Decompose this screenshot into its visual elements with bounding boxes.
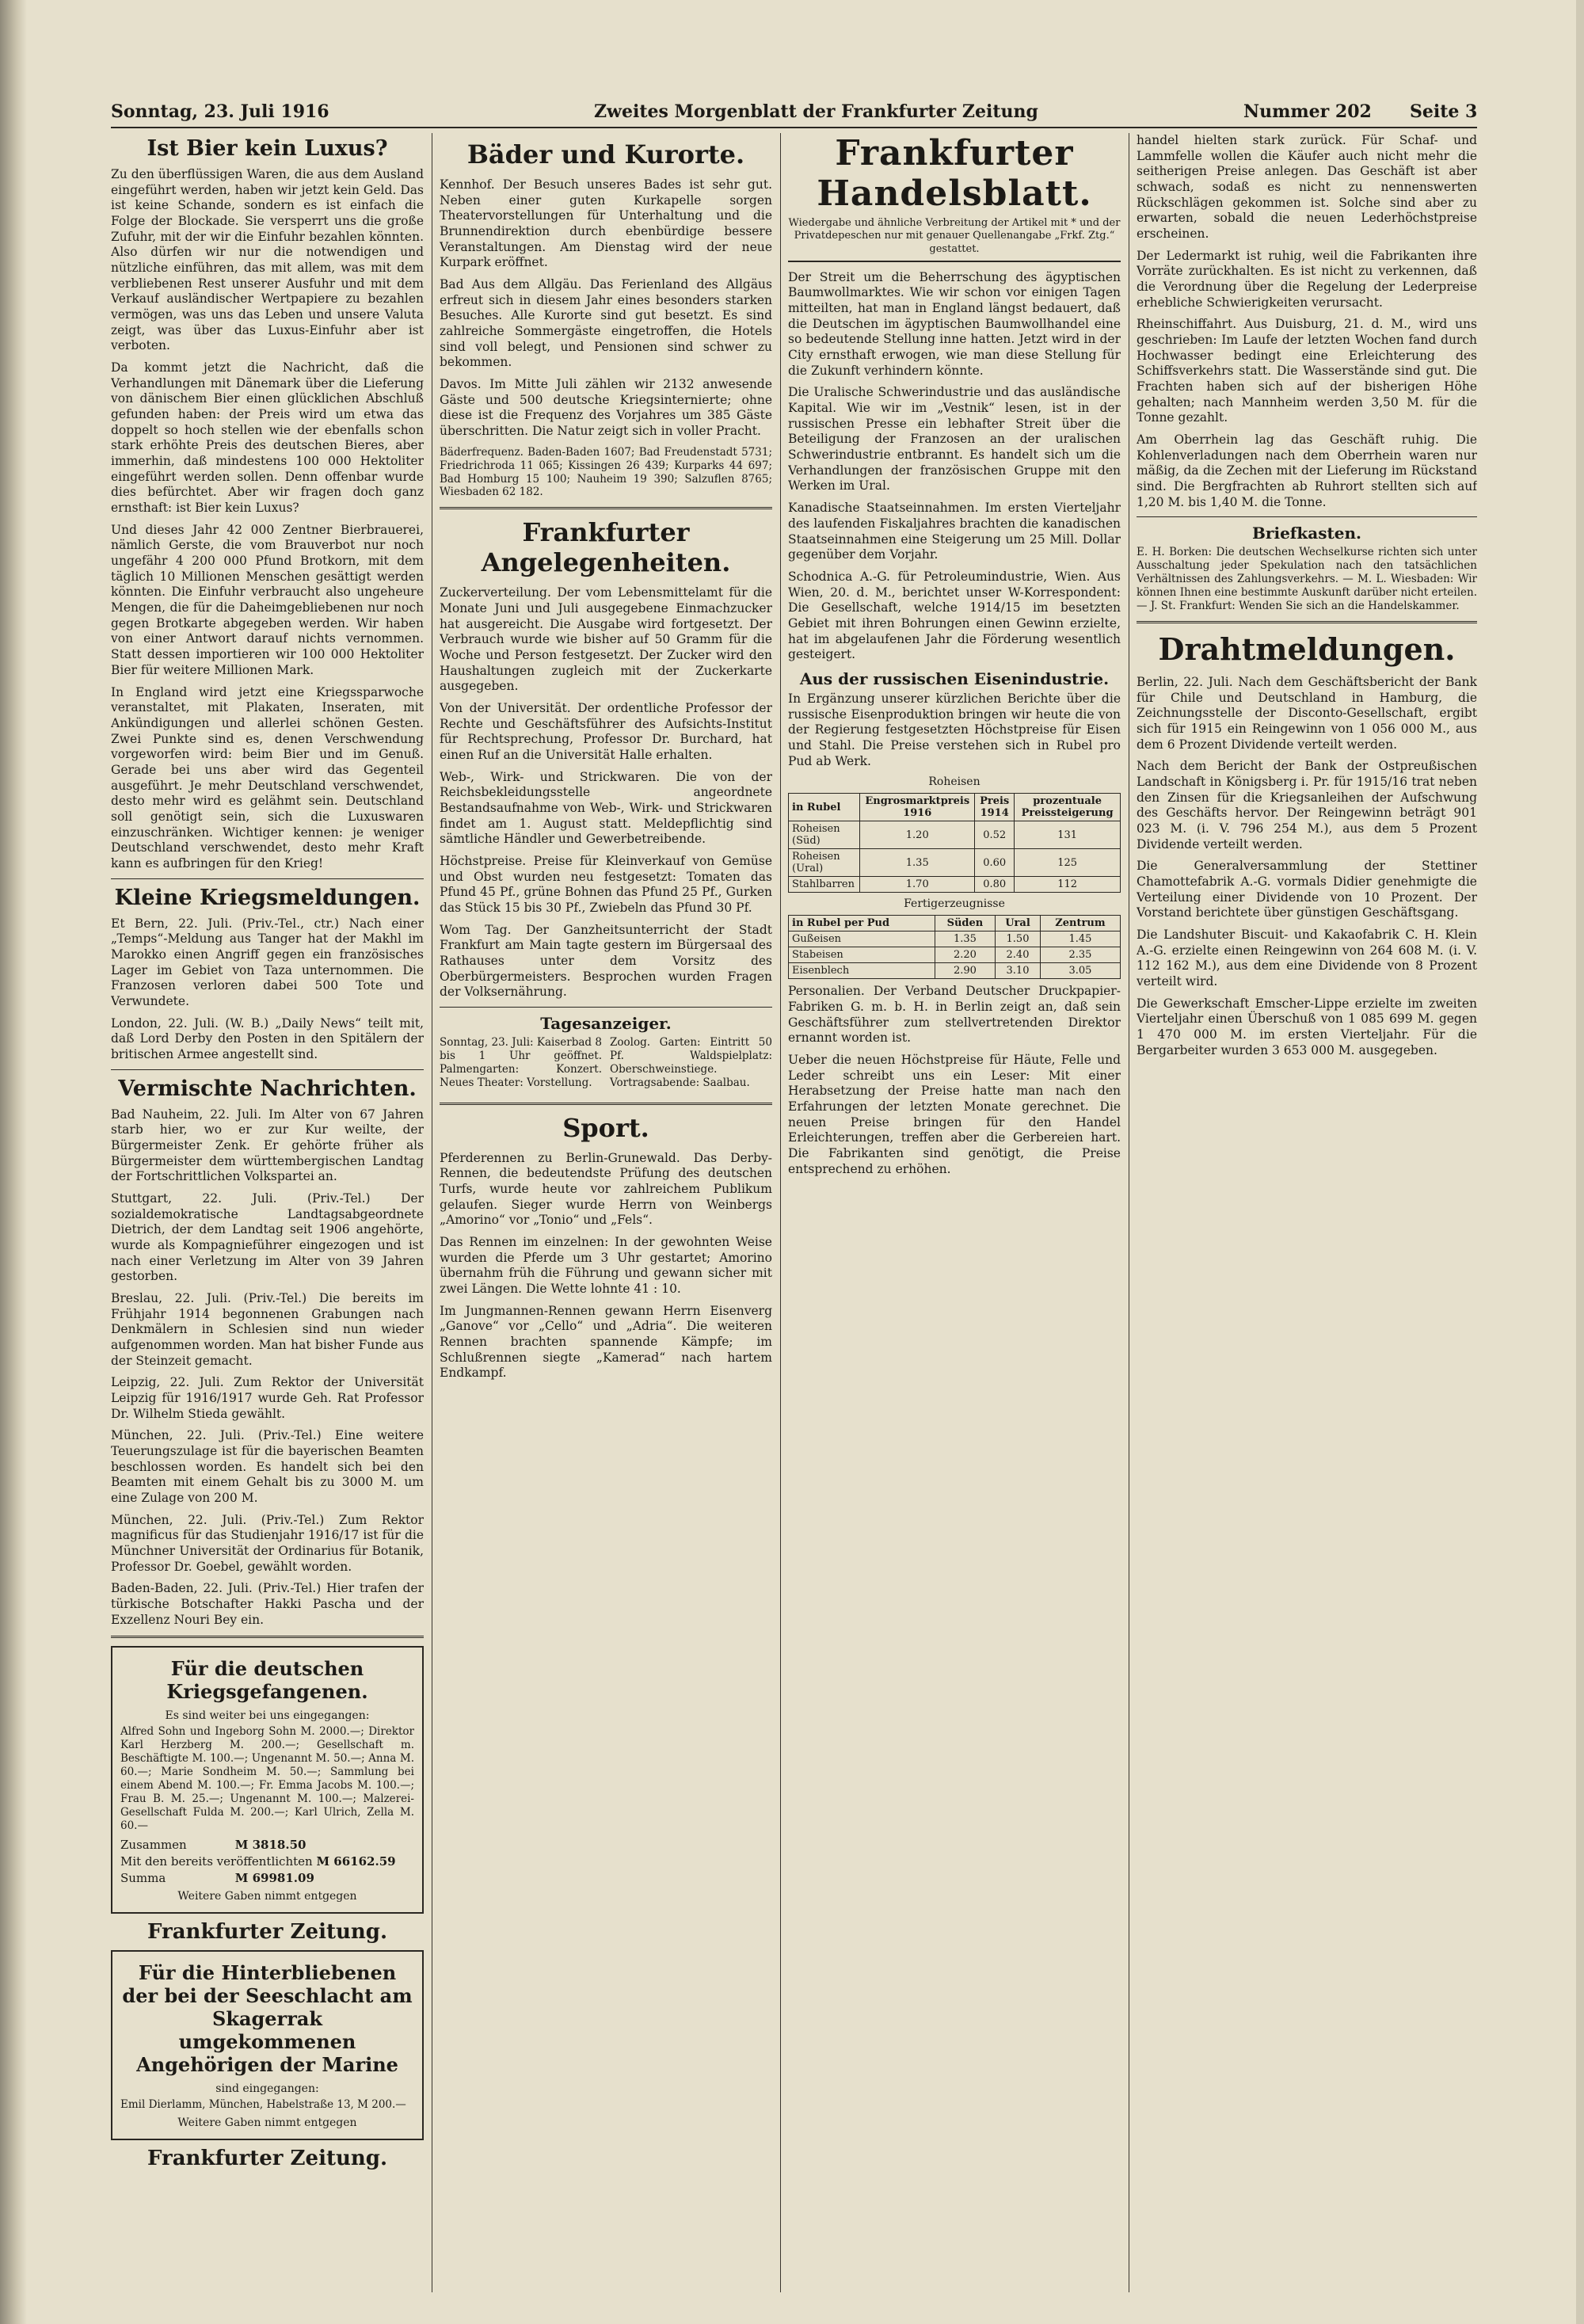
headline-kriegsmeldungen: Kleine Kriegsmeldungen. <box>114 885 421 910</box>
table-cell: 3.10 <box>996 963 1041 979</box>
sum-label: Summa <box>120 1871 166 1886</box>
paragraph: Kennhof. Der Besuch unseres Bades ist sehr gut. Neben einer guten Kurkapelle sorgen Theatervorstellungen für Unterhaltung und die Brunnendirektion durch ebenbürdige bessere Veranstaltungen. Am Dienstag wird der neue Kurpark eröffnet. <box>440 177 772 270</box>
headline-briefkasten: Briefkasten. <box>1252 524 1361 543</box>
table-header: Süden <box>935 916 995 932</box>
divider <box>1137 516 1477 517</box>
donation-outro: Weitere Gaben nimmt entgegen <box>177 1890 357 1903</box>
paragraph: Die Generalversammlung der Stettiner Chamottefabrik A.-G. vormals Didier genehmigte die Verteilung einer Dividende von 10 Prozent. Der Vorstand berichtete über günstigen Geschäftsgang. <box>1137 859 1477 920</box>
paragraph: Und dieses Jahr 42 000 Zentner Bierbrauerei, nämlich Gerste, die vom Brauverbot nur noch ungefähr 4 200 000 Pfund Brotkorn, mit dem täglich 10 Millionen Menschen gesättigt werden könnten. Die Einfuhr verbraucht also ungeheure Mengen, die für die Daheimgebliebenen nur noch gegen Brotkarte abgegeben werden. Wir haben von einer Antwort darauf nichts vernommen. Statt dessen importieren wir 100 000 Hektoliter Bier für weitere Millionen Mark. <box>111 522 424 677</box>
table-row <box>789 932 1121 947</box>
table-header: in Rubel per Pud <box>789 916 935 932</box>
table-header: in Rubel <box>789 794 860 821</box>
sum-value: M 3818.50 <box>234 1838 307 1853</box>
paragraph: Stuttgart, 22. Juli. (Priv.-Tel.) Der sozialdemokratische Landtagsabgeordnete Dietrich, der dem Landtag seit 1906 angehörte, wurde als Kompagnieführer eingezogen und ist nach einer Verletzung im Alter von 39 Jahren gestorben. <box>111 1191 424 1284</box>
headline-baeder: Bäder und Kurorte. <box>466 139 745 170</box>
donation-title: Für die Hinterbliebenen der bei der Seeschlacht am Skagerrak umgekommenen Angehörigen der Marine <box>122 1961 413 2077</box>
column-4 <box>1137 133 1477 2292</box>
table-cell: 2.90 <box>935 963 995 979</box>
paragraph: Bäderfrequenz. Baden-Baden 1607; Bad Freudenstadt 5731; Friedrichroda 11 065; Kissingen 26 439; Kurparks 44 697; Bad Homburg 15 100; Nauheim 19 390; Salzuflen 8765; Wiesbaden 62 182. <box>440 445 772 499</box>
paragraph: Breslau, 22. Juli. (Priv.-Tel.) Die bereits im Frühjahr 1914 begonnenen Grabungen nach Denkmälern in Schlesien sind nun wieder aufgenommen worden. Man hat bisher Funde aus der Steinzeit gemacht. <box>111 1291 424 1368</box>
column-rule <box>780 133 781 2292</box>
headline-vermischte: Vermischte Nachrichten. <box>118 1076 417 1101</box>
table-cell: 1.70 <box>860 877 975 893</box>
table-cell: 1.45 <box>1040 932 1120 947</box>
column-2 <box>440 133 772 2292</box>
paragraph: München, 22. Juli. (Priv.-Tel.) Eine weitere Teuerungszulage ist für die bayerischen Beamten beschlossen worden. Es handelt sich bei den Beamten mit einem Gehalt bis zu 3000 M. um eine Zulage von 200 M. <box>111 1428 424 1506</box>
paragraph: Schodnica A.-G. für Petroleumindustrie, Wien. Aus Wien, 20. d. M., berichtet unser W-Korrespondent: Die Gesellschaft, welche 1914/15 im besetzten Gebiet mit ihren Bohrungen einen Gewinn erzielte, hat im abgelaufenen Jahr die Förderung wesentlich gesteigert. <box>788 569 1121 662</box>
paragraph: In Ergänzung unserer kürzlichen Berichte über die russische Eisenproduktion bringen wir heute die von der Regierung festgesetzten Höchstpreise für Eisen und Stahl. Die Preise verstehen sich in Rubel pro Pud ab Werk. <box>788 691 1121 768</box>
paragraph: Im Jungmannen-Rennen gewann Herrn Eisenverg „Ganove“ vor „Cello“ und „Adria“. Die weiteren Rennen brachten spannende Kämpfe; im Schlußrennen siegte „Kamerad“ nach hartem Endkampf. <box>440 1303 772 1381</box>
column-3 <box>788 133 1121 2292</box>
table-row <box>789 877 1121 893</box>
donation-list: Emil Dierlamm, München, Habelstraße 13, M 200.— <box>120 2098 406 2112</box>
paragraph: Zu den überflüssigen Waren, die aus dem Ausland eingeführt werden, haben wir jetzt kein Geld. Das ist keine Schande, sondern es ist einfach die Folge der Blockade. Sie versperrt uns die große Zufuhr, mit der wir die Einfuhr bezahlen könnten. Also dürfen wir nur die notwendigen und nützliche einführen, das mit allem, was mit dem verbliebenen Rest unserer Ausfuhr und mit dem Verkauf ausländischer Wertpapiere zu bezahlen vermögen, was uns das Leben und unsere Valuta zeigt, was über das Luxus-Einfuhr aber ist verboten. <box>111 167 424 353</box>
table-cell: 1.20 <box>860 821 975 849</box>
table-row <box>789 963 1121 979</box>
donation-box-prisoners <box>111 1646 424 1914</box>
donation-outro: Weitere Gaben nimmt entgegen <box>177 2116 357 2130</box>
issue-date: Sonntag, 23. Juli 1916 <box>111 101 329 122</box>
paragraph: Höchstpreise. Preise für Kleinverkauf von Gemüse und Obst wurden neu festgesetzt: Tomaten das Pfund 45 Pf., grüne Bohnen das Pfund 25 Pf., Gurken das Stück 15 bis 30 Pf., Zwiebeln das Pfund 30 Pf. <box>440 854 772 916</box>
table-header: Ural <box>996 916 1041 932</box>
paragraph: Von der Universität. Der ordentliche Professor der Rechte und Geschäftsführer des Aufsichts-Institut für Rechtsprechung, Professor Dr. Burchard, hat einen Ruf an die Universität Halle erhalten. <box>440 700 772 762</box>
tagesanzeiger-col: Sonntag, 23. Juli: Kaiserbad 8 bis 1 Uhr geöffnet. Palmengarten: Konzert. Neues Theater: Vorstellung. <box>440 1036 602 1089</box>
paragraph: handel hielten stark zurück. Für Schaf- und Lammfelle wollen die Käufer auch nicht mehr die seitherigen Preise anlegen. Das Geschäft ist aber schwach, sodaß es nicht zu nennenswerten Rückschlägen gekommen ist. Solche sind aber zu erwarten, sobald die neuen Lederhöchstpreise erscheinen. <box>1137 133 1477 242</box>
table-cell: Stabeisen <box>789 947 935 963</box>
table-cell: 1.35 <box>935 932 995 947</box>
table-cell: 2.35 <box>1040 947 1120 963</box>
table-cell: 0.80 <box>975 877 1015 893</box>
sum-label: Mit den bereits veröffentlichten <box>120 1854 313 1869</box>
column-1 <box>111 133 424 2292</box>
table-cell: 3.05 <box>1040 963 1120 979</box>
table-header: Engrosmarktpreis 1916 <box>860 794 975 821</box>
sum-value: M 66162.59 <box>316 1854 396 1869</box>
table-cell: 112 <box>1015 877 1121 893</box>
paragraph: Das Rennen im einzelnen: In der gewohnten Weise wurden die Pferde um 3 Uhr gestartet; Amorino übernahm früh die Führung und gewann sicher mit zwei Längen. Die Wette lohnte 41 : 10. <box>440 1234 772 1296</box>
signature-frankfurter-zeitung: Frankfurter Zeitung. <box>147 1920 387 1945</box>
tagesanzeiger-col: Zoolog. Garten: Eintritt 50 Pf. Waldspielplatz: Oberschweinstiege. Vortragsabende: Saalbau. <box>610 1036 772 1089</box>
divider <box>440 1007 772 1008</box>
paragraph: Der Ledermarkt ist ruhig, weil die Fabrikanten ihre Vorräte zurückhalten. Es ist nicht zu verkennen, daß die Verordnung über die Regelung der Lederpreise erhebliche Schwierigkeiten verursacht. <box>1137 248 1477 310</box>
paragraph: Der Streit um die Beherrschung des ägyptischen Baumwollmarktes. Wie wir schon vor einigen Tagen mitteilten, hat man in England längst bedauert, daß die Deutschen im ägyptischen Baumwollhandel eine so bedeutende Stellung inne hatten. Jetzt wird in der City ernsthaft erwogen, wie man diese Stellung für die Zukunft verhindern könnte. <box>788 269 1121 378</box>
paragraph: Die Landshuter Biscuit- und Kakaofabrik C. H. Klein A.-G. erzielte einen Reingewinn von 264 608 M. (i. V. 112 162 M.), aus dem eine Dividende von 8 Prozent verteilt wird. <box>1137 927 1477 989</box>
table-cell: 0.60 <box>975 849 1015 877</box>
table-cell: 1.35 <box>860 849 975 877</box>
tagesanzeiger <box>440 1036 772 1095</box>
paragraph: Berlin, 22. Juli. Nach dem Geschäftsbericht der Bank für Chile und Deutschland in Hamburg, die Zeichnungsstelle der Disconto-Gesellschaft, ergibt sich für 1915 ein Reingewinn von 1 056 000 M., aus dem 6 Prozent Dividende verteilt werden. <box>1137 674 1477 752</box>
table-cell: Eisenblech <box>789 963 935 979</box>
double-divider <box>111 1636 424 1638</box>
table-header: Zentrum <box>1040 916 1120 932</box>
paragraph: Wom Tag. Der Ganzheitsunterricht der Stadt Frankfurt am Main tagte gestern im Bürgersaal des Rathauses unter dem Vorsitz des Oberbürgermeisters. Besprochen wurden Fragen der Volksernährung. <box>440 922 772 1000</box>
table-cell: 125 <box>1015 849 1121 877</box>
paragraph: Rheinschiffahrt. Aus Duisburg, 21. d. M., wird uns geschrieben: Im Laufe der letzten Wochen fand durch Hochwasser bedingt eine Erleichterung des Schiffsverkehrs statt. Die Wasserstände sind gut. Die Frachten haben sich auf der bisherigen Höhe gehalten; nach Mannheim werden 3,50 M. für die Tonne gezahlt. <box>1137 317 1477 425</box>
table-cell: 2.40 <box>996 947 1041 963</box>
paragraph: Et Bern, 22. Juli. (Priv.-Tel., ctr.) Nach einer „Temps“-Meldung aus Tanger hat der Makhl im Marokko einen Angriff gegen ein französisches Lager im Gebiet von Taza unternommen. Die Franzosen verloren dabei 500 Tote und Verwundete. <box>111 916 424 1008</box>
divider <box>111 1069 424 1070</box>
paragraph: Davos. Im Mitte Juli zählen wir 2132 anwesende Gäste und 500 deutsche Kriegsinternierte; ohne diese ist die Frequenz des Vorjahres um 385 Gäste überschritten. Die Natur zeigt sich in voller Pracht. <box>440 377 772 439</box>
handelsblatt-masthead: Frankfurter Handelsblatt. <box>817 133 1092 214</box>
paragraph: In England wird jetzt eine Kriegssparwoche veranstaltet, mit Plakaten, Inseraten, mit Ankündigungen und allerlei schönen Gesten. Zwei Punkte sind es, denen Verschwendung vorgeworfen wird: beim Bier und im Genuß. Gerade bei uns aber wird das Gegenteil ausgeführt. Je mehr Deutschland verschwendet, desto mehr wird es gelähmt sein. Deutschland soll genötigt sein, sich die Luxuswaren einzuschränken. Wichtiger kennen: je weniger Deutschland verschwendet, desto mehr Kraft kann es aufbringen für den Krieg! <box>111 684 424 871</box>
headline-eisenindustrie: Aus der russischen Eisenindustrie. <box>799 669 1110 688</box>
table-caption: Roheisen <box>928 775 980 789</box>
tagesanzeiger-title: Tagesanzeiger. <box>540 1014 672 1034</box>
sum-label: Zusammen <box>120 1838 187 1853</box>
double-divider <box>1137 621 1477 623</box>
donation-intro: sind eingegangen: <box>215 2082 319 2096</box>
headline-drahtmeldungen: Drahtmeldungen. <box>1158 631 1456 667</box>
paragraph: Bad Aus dem Allgäu. Das Ferienland des Allgäus erfreut sich in diesem Jahr eines besonders starken Besuches. Alle Kurorte sind gut besetzt. Es sind zahlreiche Sommergäste eingetroffen, die Hotels sind voll belegt, und Pensionen sind schwer zu bekommen. <box>440 277 772 370</box>
paragraph: Nach dem Bericht der Bank der Ostpreußischen Landschaft in Königsberg i. Pr. für 1915/16 trat neben den Zinsen für die Kriegsanleihen der Aufschwung des Geschäfts hervor. Der Reingewinn beträgt 901 023 M. (i. V. 796 254 M.), aus dem 5 Prozent Dividende verteilt werden. <box>1137 759 1477 851</box>
table-cell: 0.52 <box>975 821 1015 849</box>
paragraph: Am Oberrhein lag das Geschäft ruhig. Die Kohlenverladungen nach dem Oberrhein waren nur mäßig, da die Zechen mit der Lieferung im Rückstand sind. Die Bergfrachten ab Ruhrort stellten sich auf 1,20 M. bis 1,40 M. die Tonne. <box>1137 432 1477 509</box>
reproduction-notice: Wiedergabe und ähnliche Verbreitung der Artikel mit * und der Privatdepeschen nur mit genauer Quellenangabe „Frkf. Ztg.“ gestattet. <box>788 217 1121 262</box>
donation-intro: Es sind weiter bei uns eingegangen: <box>165 1709 370 1723</box>
table-cell: 2.20 <box>935 947 995 963</box>
running-head <box>111 97 1477 128</box>
table-cell: 131 <box>1015 821 1121 849</box>
paragraph: Ueber die neuen Höchstpreise für Häute, Felle und Leder schreibt uns ein Leser: Mit einer Herabsetzung der Preise hatte man nach den Erfahrungen der letzten Monate gerechnet. Die neuen Preise bringen für den Handel Erleichterungen, treffen aber die Gerbereien hart. Die Fabrikanten sind genötigt, die Preise entsprechend zu erhöhen. <box>788 1052 1121 1176</box>
signature-frankfurter-zeitung: Frankfurter Zeitung. <box>147 2147 387 2171</box>
paragraph: Bad Nauheim, 22. Juli. Im Alter von 67 Jahren starb hier, wo er zur Kur weilte, der Bürgermeister Zenk. Er gehörte früher als Bürgermeister dem württembergischen Landtag der Fortschrittlichen Volkspartei an. <box>111 1107 424 1184</box>
paragraph: E. H. Borken: Die deutschen Wechselkurse richten sich unter Ausschaltung jeder Spekulation nach den tatsächlichen Verhältnissen des Zahlungsverkehrs. — M. L. Wiesbaden: Wir können Ihnen eine bestimmte Auskunft darüber nicht erteilen. — J. St. Frankfurt: Wenden Sie sich an die Handelskammer. <box>1137 546 1477 612</box>
divider <box>111 878 424 879</box>
donation-title: Für die deutschen Kriegsgefangenen. <box>166 1657 368 1704</box>
page-binding-edge <box>0 0 27 2324</box>
donation-box-marine <box>111 1950 424 2140</box>
table-header: Preis 1914 <box>975 794 1015 821</box>
paragraph: Baden-Baden, 22. Juli. (Priv.-Tel.) Hier trafen der türkische Botschafter Hakki Pascha und der Exzellenz Nouri Bey ein. <box>111 1581 424 1627</box>
paragraph: Personalien. Der Verband Deutscher Druckpapier-Fabriken G. m. b. H. in Berlin zeigt an, daß sein Geschäftsführer zum stellvertretenden Direktor ernannt worden ist. <box>788 984 1121 1046</box>
paragraph: London, 22. Juli. (W. B.) „Daily News“ teilt mit, daß Lord Derby den Posten in den Spitälern der britischen Armee angestellt sind. <box>111 1015 424 1061</box>
price-table-fertigerzeugnisse <box>788 915 1121 979</box>
paragraph: Die Uralische Schwerindustrie und das ausländische Kapital. Wie wir im „Vestnik“ lesen, ist in der russischen Presse ein lebhafter Streit über die Beteiligung der Franzosen an der uralischen Schwerindustrie entbrannt. Es handelt sich um die Verhandlungen der französischen Gruppe mit den Werken im Ural. <box>788 385 1121 493</box>
headline-bier: Ist Bier kein Luxus? <box>147 136 388 161</box>
sum-value: M 69981.09 <box>234 1871 314 1886</box>
donation-list: Alfred Sohn und Ingeborg Sohn M. 2000.—; Direktor Karl Herzberg M. 200.—; Gesellschaft m. Beschäftigte M. 100.—; Ungenannt M. 50.—; Anna M. 60.—; Marie Sondheim M. 50.—; Sammlung bei einem Abend M. 100.—; Fr. Emma Jacobs M. 100.—; Frau B. M. 25.—; Ungenannt M. 100.—; Malzerei-Gesellschaft Fulda M. 200.—; Karl Ulrich, Zella M. 60.— <box>120 1725 414 1832</box>
table-caption: Fertigerzeugnisse <box>904 897 1005 911</box>
double-divider <box>440 507 772 509</box>
page-number: Seite 3 <box>1410 101 1478 122</box>
paragraph: München, 22. Juli. (Priv.-Tel.) Zum Rektor magnificus für das Studienjahr 1916/17 ist für die Münchner Universität der Ordinarius für Botanik, Professor Dr. Goebel, gewählt worden. <box>111 1512 424 1574</box>
table-cell: Roheisen (Ural) <box>789 849 860 877</box>
header-rule <box>111 127 1477 128</box>
double-divider <box>440 1103 772 1105</box>
donation-sums <box>120 1837 414 1887</box>
headline-sport: Sport. <box>562 1112 649 1143</box>
paragraph: Kanadische Staatseinnahmen. Im ersten Vierteljahr des laufenden Fiskaljahres brachten die kanadischen Staatseinnahmen eine Steigerung um 25 Mill. Dollar gegenüber dem Vorjahr. <box>788 501 1121 562</box>
table-cell: 1.50 <box>996 932 1041 947</box>
table-cell: Stahlbarren <box>789 877 860 893</box>
price-table-roheisen <box>788 793 1121 893</box>
paragraph: Zuckerverteilung. Der vom Lebensmittelamt für die Monate Juni und Juli ausgegebene Einmachzucker hat ausgereicht. Die Ausgabe wird fortgesetzt. Der Verbrauch wurde wie bisher auf 50 Gramm für die Woche und Person festgesetzt. Der Zucker wird den Haushaltungen zugleich mit der Zuckerkarte ausgegeben. <box>440 585 772 694</box>
table-header: prozentuale Preissteigerung <box>1015 794 1121 821</box>
table-row <box>789 849 1121 877</box>
table-cell: Gußeisen <box>789 932 935 947</box>
paragraph: Die Gewerkschaft Emscher-Lippe erzielte im zweiten Vierteljahr einen Überschuß von 1 085 699 M. gegen 1 470 000 M. im ersten Vierteljahr. Für die Bergarbeiter wurden 3 653 000 M. ausgegeben. <box>1137 996 1477 1057</box>
table-row <box>789 821 1121 849</box>
headline-frankfurter-angelegenheiten: Frankfurter Angelegenheiten. <box>481 517 731 578</box>
paragraph: Pferderennen zu Berlin-Grunewald. Das Derby-Rennen, die bedeutendste Prüfung des deutschen Turfs, wurde heute vor zahlreichem Publikum gelaufen. Sieger wurde Herrn von Weinbergs „Amorino“ vor „Tonio“ und „Fels“. <box>440 1150 772 1228</box>
table-row <box>789 947 1121 963</box>
paragraph: Web-, Wirk- und Strickwaren. Die von der Reichsbekleidungsstelle angeordnete Bestandsaufnahme von Web-, Wirk- und Strickwaren findet am 1. August statt. Meldepflichtig sind sämtliche Händler und Gewerbetreibende. <box>440 769 772 847</box>
issue-number: Nummer 202 <box>1243 101 1372 122</box>
table-cell: Roheisen (Süd) <box>789 821 860 849</box>
paragraph: Da kommt jetzt die Nachricht, daß die Verhandlungen mit Dänemark über die Lieferung von dänischem Bier einen glücklichen Abschluß gefunden haben: der Preis wird um etwa das doppelt so hoch stellen wie der ebenfalls schon stark erhöhte Preis des deutschen Bieres, aber immerhin, daß mindestens 100 000 Hektoliter eingeführt werden sollen. Denn offenbar wurde dies befürchtet. Aber wir fragen doch ganz ernsthaft: ist Bier kein Luxus? <box>111 360 424 516</box>
edition-title: Zweites Morgenblatt der Frankfurter Zeitung <box>594 101 1038 122</box>
paragraph: Leipzig, 22. Juli. Zum Rektor der Universität Leipzig für 1916/1917 wurde Geh. Rat Professor Dr. Wilhelm Stieda gewählt. <box>111 1375 424 1421</box>
